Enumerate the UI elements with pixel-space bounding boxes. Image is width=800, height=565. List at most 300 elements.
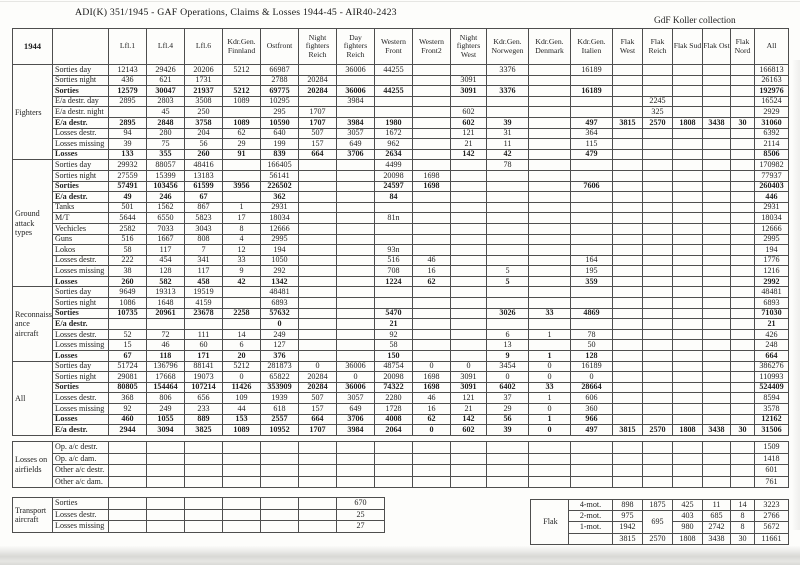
row-label: Losses <box>53 276 109 287</box>
data-cell <box>487 442 529 454</box>
data-cell <box>413 139 451 150</box>
data-cell <box>673 372 703 383</box>
data-cell <box>529 170 571 181</box>
data-cell: 16524 <box>755 96 789 107</box>
data-cell: 57491 <box>109 181 147 192</box>
table-row <box>13 234 789 245</box>
data-cell <box>529 181 571 192</box>
data-cell <box>413 213 451 224</box>
data-cell <box>731 245 755 256</box>
data-cell <box>703 476 731 488</box>
data-cell <box>731 351 755 362</box>
data-cell: 2582 <box>109 223 147 234</box>
data-cell: 1 <box>529 351 571 362</box>
data-cell: 20284 <box>299 86 337 97</box>
row-label: Losses missing <box>53 266 109 277</box>
data-cell: 5470 <box>375 308 413 319</box>
data-cell <box>375 287 413 298</box>
data-cell: 0 <box>529 372 571 383</box>
data-cell: 17668 <box>147 372 185 383</box>
data-cell <box>487 453 529 465</box>
data-cell <box>643 465 673 477</box>
data-cell: 154464 <box>147 382 185 393</box>
row-label: Sorties <box>53 181 109 192</box>
data-cell: 16189 <box>571 65 613 76</box>
data-cell <box>703 96 731 107</box>
data-cell <box>731 181 755 192</box>
data-cell <box>703 128 731 139</box>
data-cell <box>673 255 703 266</box>
data-cell: 3984 <box>337 96 375 107</box>
data-cell <box>529 298 571 309</box>
table-row <box>13 65 789 76</box>
data-cell <box>337 223 375 234</box>
data-cell: 56141 <box>261 170 299 181</box>
data-cell <box>299 308 337 319</box>
table-row <box>13 245 789 256</box>
data-cell: 280 <box>147 128 185 139</box>
data-cell-merged: 695 <box>643 511 673 533</box>
data-cell: 8594 <box>755 393 789 404</box>
data-cell <box>731 96 755 107</box>
data-cell <box>643 202 673 213</box>
data-cell <box>529 476 571 488</box>
data-cell <box>673 139 703 150</box>
data-cell <box>643 476 673 488</box>
data-cell <box>223 476 261 488</box>
data-cell: 260 <box>109 276 147 287</box>
data-cell <box>731 308 755 319</box>
data-cell <box>613 372 643 383</box>
data-cell <box>613 75 643 86</box>
data-cell: 29 <box>223 139 261 150</box>
data-cell <box>413 319 451 330</box>
data-cell <box>487 234 529 245</box>
data-cell <box>703 414 731 425</box>
data-cell: 249 <box>261 329 299 340</box>
section-label: Fighters <box>13 65 53 160</box>
table-row <box>13 442 789 454</box>
table-row <box>13 276 789 287</box>
data-cell: 5644 <box>109 213 147 224</box>
data-cell: 501 <box>109 202 147 213</box>
data-cell <box>703 298 731 309</box>
data-cell <box>703 202 731 213</box>
data-cell <box>185 453 223 465</box>
data-cell: 30 <box>731 425 755 436</box>
data-cell: 0 <box>337 372 375 383</box>
data-cell <box>375 107 413 118</box>
data-cell <box>413 86 451 97</box>
section-label: Ground attack types <box>13 160 53 287</box>
data-cell: 249 <box>147 404 185 415</box>
data-cell: 5212 <box>223 86 261 97</box>
data-cell: 260 <box>185 149 223 160</box>
data-cell <box>413 287 451 298</box>
data-cell: 58 <box>109 245 147 256</box>
data-cell: 117 <box>147 245 185 256</box>
data-cell: 51724 <box>109 361 147 372</box>
table-row <box>13 149 789 160</box>
data-cell: 368 <box>109 393 147 404</box>
data-cell: 246 <box>147 192 185 203</box>
data-cell: 164 <box>571 255 613 266</box>
column-header-flak_sud: Flak Sud <box>673 29 703 65</box>
data-cell <box>529 465 571 477</box>
data-cell: 1728 <box>375 404 413 415</box>
data-cell <box>529 128 571 139</box>
table-row <box>13 414 789 425</box>
data-cell <box>673 86 703 97</box>
column-header-flak_reich: Flak Reich <box>643 29 673 65</box>
data-cell <box>731 404 755 415</box>
data-cell <box>261 453 299 465</box>
data-cell: 3091 <box>451 372 487 383</box>
data-cell <box>337 245 375 256</box>
data-cell <box>109 465 147 477</box>
data-cell <box>673 276 703 287</box>
data-cell <box>487 298 529 309</box>
data-cell: 656 <box>185 393 223 404</box>
data-cell: 353909 <box>261 382 299 393</box>
data-cell: 65822 <box>261 372 299 383</box>
data-cell: 19519 <box>185 287 223 298</box>
data-cell <box>673 404 703 415</box>
table-row <box>13 266 789 277</box>
data-cell: 3057 <box>337 128 375 139</box>
data-cell <box>731 298 755 309</box>
data-cell: 21937 <box>185 86 223 97</box>
data-cell: 88057 <box>147 160 185 171</box>
table-row <box>13 287 789 298</box>
data-cell <box>571 245 613 256</box>
data-cell: 6 <box>487 329 529 340</box>
row-label: Losses <box>53 414 109 425</box>
data-cell <box>703 245 731 256</box>
data-cell: 17 <box>223 213 261 224</box>
data-cell: 23678 <box>185 308 223 319</box>
table-row <box>13 319 789 330</box>
data-cell: 1980 <box>375 117 413 128</box>
table-row <box>13 139 789 150</box>
data-cell: 103456 <box>147 181 185 192</box>
data-cell <box>529 255 571 266</box>
data-cell: 0 <box>261 319 299 330</box>
data-cell <box>147 498 185 510</box>
data-cell: 2995 <box>755 234 789 245</box>
data-cell: 118 <box>147 351 185 362</box>
data-cell <box>147 442 185 454</box>
data-cell: 13183 <box>185 170 223 181</box>
data-cell: 1942 <box>613 522 643 533</box>
data-cell <box>299 65 337 76</box>
data-cell <box>299 521 337 533</box>
data-cell: 195 <box>571 266 613 277</box>
data-cell: 136796 <box>147 361 185 372</box>
data-cell <box>613 361 643 372</box>
data-cell <box>487 223 529 234</box>
data-cell <box>299 498 337 510</box>
data-cell: 2895 <box>109 96 147 107</box>
data-cell: 27 <box>337 521 385 533</box>
data-cell: 3057 <box>337 393 375 404</box>
data-cell <box>529 276 571 287</box>
row-label: Sorties day <box>53 65 109 76</box>
row-label: Sorties <box>53 308 109 319</box>
data-cell <box>731 442 755 454</box>
data-cell <box>109 319 147 330</box>
data-cell: 30047 <box>147 86 185 97</box>
data-cell <box>223 287 261 298</box>
data-cell: 7606 <box>571 181 613 192</box>
table-row <box>13 213 789 224</box>
row-label: Losses destr. <box>53 329 109 340</box>
data-cell: 10952 <box>261 425 299 436</box>
data-cell: 5672 <box>755 522 789 533</box>
data-cell: 1698 <box>413 170 451 181</box>
data-cell <box>613 266 643 277</box>
data-cell <box>613 453 643 465</box>
data-cell: 24597 <box>375 181 413 192</box>
data-cell <box>451 96 487 107</box>
data-cell <box>413 298 451 309</box>
row-label: Sorties night <box>53 372 109 383</box>
row-label: Vechicles <box>53 223 109 234</box>
data-cell <box>529 453 571 465</box>
table-row <box>531 533 789 544</box>
data-cell: 78 <box>571 329 613 340</box>
data-cell <box>337 255 375 266</box>
data-cell: 376 <box>261 351 299 362</box>
data-cell: 67 <box>109 351 147 362</box>
data-cell <box>337 340 375 351</box>
data-cell: 170982 <box>755 160 789 171</box>
data-cell <box>643 160 673 171</box>
data-cell <box>571 465 613 477</box>
data-cell: 6402 <box>487 382 529 393</box>
data-cell: 91 <box>223 149 261 160</box>
data-cell <box>223 75 261 86</box>
table-row <box>13 521 385 533</box>
data-cell <box>731 361 755 372</box>
data-cell: 80805 <box>109 382 147 393</box>
data-cell: 92 <box>109 404 147 415</box>
data-cell: 3091 <box>451 75 487 86</box>
data-cell: 260403 <box>755 181 789 192</box>
data-cell <box>337 298 375 309</box>
data-cell: 1086 <box>109 298 147 309</box>
data-cell <box>185 498 223 510</box>
data-cell <box>299 465 337 477</box>
data-cell: 3438 <box>703 533 731 544</box>
data-cell: 36006 <box>337 86 375 97</box>
row-label: Losses missing <box>53 404 109 415</box>
data-cell: 3984 <box>337 425 375 436</box>
data-cell <box>413 329 451 340</box>
data-cell <box>413 245 451 256</box>
scan-artifact-bottom-band <box>0 546 800 565</box>
data-cell: 29081 <box>109 372 147 383</box>
data-cell: 360 <box>571 404 613 415</box>
data-cell <box>613 393 643 404</box>
data-cell <box>529 149 571 160</box>
table-row <box>13 372 789 383</box>
data-cell <box>731 340 755 351</box>
row-label: E/a destr. <box>53 117 109 128</box>
data-cell: 2944 <box>109 425 147 436</box>
data-cell: 1224 <box>375 276 413 287</box>
data-cell: 9649 <box>109 287 147 298</box>
data-cell <box>529 86 571 97</box>
table-row <box>13 509 385 521</box>
row-label: Losses <box>53 149 109 160</box>
data-cell <box>451 65 487 76</box>
data-cell: 664 <box>299 414 337 425</box>
data-cell <box>571 319 613 330</box>
data-cell: 649 <box>337 139 375 150</box>
data-cell <box>529 160 571 171</box>
data-cell: 12 <box>223 245 261 256</box>
data-cell <box>413 149 451 160</box>
data-cell: 52 <box>109 329 147 340</box>
data-cell <box>643 276 673 287</box>
data-cell: 341 <box>185 255 223 266</box>
data-cell: 1698 <box>413 372 451 383</box>
data-cell: 6 <box>223 340 261 351</box>
data-cell: 355 <box>147 149 185 160</box>
data-cell: 325 <box>643 107 673 118</box>
data-cell <box>613 149 643 160</box>
data-cell: 460 <box>109 414 147 425</box>
data-cell: 602 <box>451 107 487 118</box>
data-cell <box>673 382 703 393</box>
data-cell <box>731 319 755 330</box>
data-cell: 29 <box>487 404 529 415</box>
row-label: Sorties night <box>53 298 109 309</box>
data-cell <box>613 128 643 139</box>
data-cell <box>337 75 375 86</box>
data-cell <box>299 255 337 266</box>
data-cell: 20098 <box>375 372 413 383</box>
data-cell <box>613 192 643 203</box>
data-cell <box>643 453 673 465</box>
data-cell: 71030 <box>755 308 789 319</box>
data-cell <box>337 213 375 224</box>
data-cell: 3706 <box>337 149 375 160</box>
data-cell <box>613 181 643 192</box>
data-cell <box>185 465 223 477</box>
data-cell <box>413 351 451 362</box>
data-cell: 128 <box>571 351 613 362</box>
data-cell: 21 <box>755 319 789 330</box>
data-cell <box>643 65 673 76</box>
row-label: Sorties night <box>53 170 109 181</box>
data-cell: 1216 <box>755 266 789 277</box>
data-cell: 2258 <box>223 308 261 319</box>
table-row <box>13 425 789 436</box>
data-cell: 2848 <box>147 117 185 128</box>
data-cell <box>299 223 337 234</box>
data-cell <box>703 361 731 372</box>
data-cell: 92 <box>375 329 413 340</box>
data-cell: 153 <box>223 414 261 425</box>
data-cell: 0 <box>571 372 613 383</box>
data-cell: 3376 <box>487 65 529 76</box>
data-cell <box>529 287 571 298</box>
data-cell: 150 <box>375 351 413 362</box>
data-cell <box>299 181 337 192</box>
data-cell <box>571 298 613 309</box>
data-cell <box>299 213 337 224</box>
data-cell <box>731 287 755 298</box>
data-cell <box>643 404 673 415</box>
data-cell: 36006 <box>337 65 375 76</box>
column-header-ostfront: Ostfront <box>261 29 299 65</box>
data-cell: 5 <box>487 266 529 277</box>
data-cell <box>299 298 337 309</box>
data-cell <box>451 181 487 192</box>
data-cell: 1707 <box>299 107 337 118</box>
data-cell: 46 <box>147 340 185 351</box>
data-cell: 867 <box>185 202 223 213</box>
data-cell: 708 <box>375 266 413 277</box>
data-cell: 6550 <box>147 213 185 224</box>
data-cell <box>571 213 613 224</box>
data-cell <box>571 170 613 181</box>
data-cell: 664 <box>299 149 337 160</box>
table-row <box>531 500 789 511</box>
losses-on-airfields-table <box>12 441 789 488</box>
data-cell: 602 <box>451 117 487 128</box>
data-cell: 39 <box>487 425 529 436</box>
data-cell: 8 <box>731 511 755 522</box>
data-cell <box>529 139 571 150</box>
data-cell <box>413 117 451 128</box>
data-cell <box>451 202 487 213</box>
data-cell <box>571 442 613 454</box>
data-cell: 685 <box>703 511 731 522</box>
data-cell <box>299 453 337 465</box>
data-cell: 142 <box>451 149 487 160</box>
data-cell: 39 <box>487 117 529 128</box>
data-cell <box>613 298 643 309</box>
data-cell <box>223 192 261 203</box>
data-cell <box>529 107 571 118</box>
data-cell: 516 <box>375 255 413 266</box>
data-cell <box>643 319 673 330</box>
row-label: Losses destr. <box>53 128 109 139</box>
data-cell: 281873 <box>261 361 299 372</box>
column-header-west_front2: Western Front2 <box>413 29 451 65</box>
data-cell <box>223 509 261 521</box>
data-cell: 222 <box>109 255 147 266</box>
data-cell: 3578 <box>755 404 789 415</box>
column-header-denmark: Kdr.Gen. Denmark <box>529 29 571 65</box>
data-cell <box>413 75 451 86</box>
data-cell <box>487 192 529 203</box>
data-cell <box>613 96 643 107</box>
data-cell: 2280 <box>375 393 413 404</box>
row-label: Sorties night <box>53 75 109 86</box>
data-cell: 74322 <box>375 382 413 393</box>
data-cell <box>185 476 223 488</box>
data-cell: 20284 <box>299 382 337 393</box>
data-cell: 4 <box>223 234 261 245</box>
data-cell: 56 <box>185 139 223 150</box>
data-cell: 1089 <box>223 96 261 107</box>
data-cell <box>673 319 703 330</box>
data-cell: 157 <box>299 404 337 415</box>
